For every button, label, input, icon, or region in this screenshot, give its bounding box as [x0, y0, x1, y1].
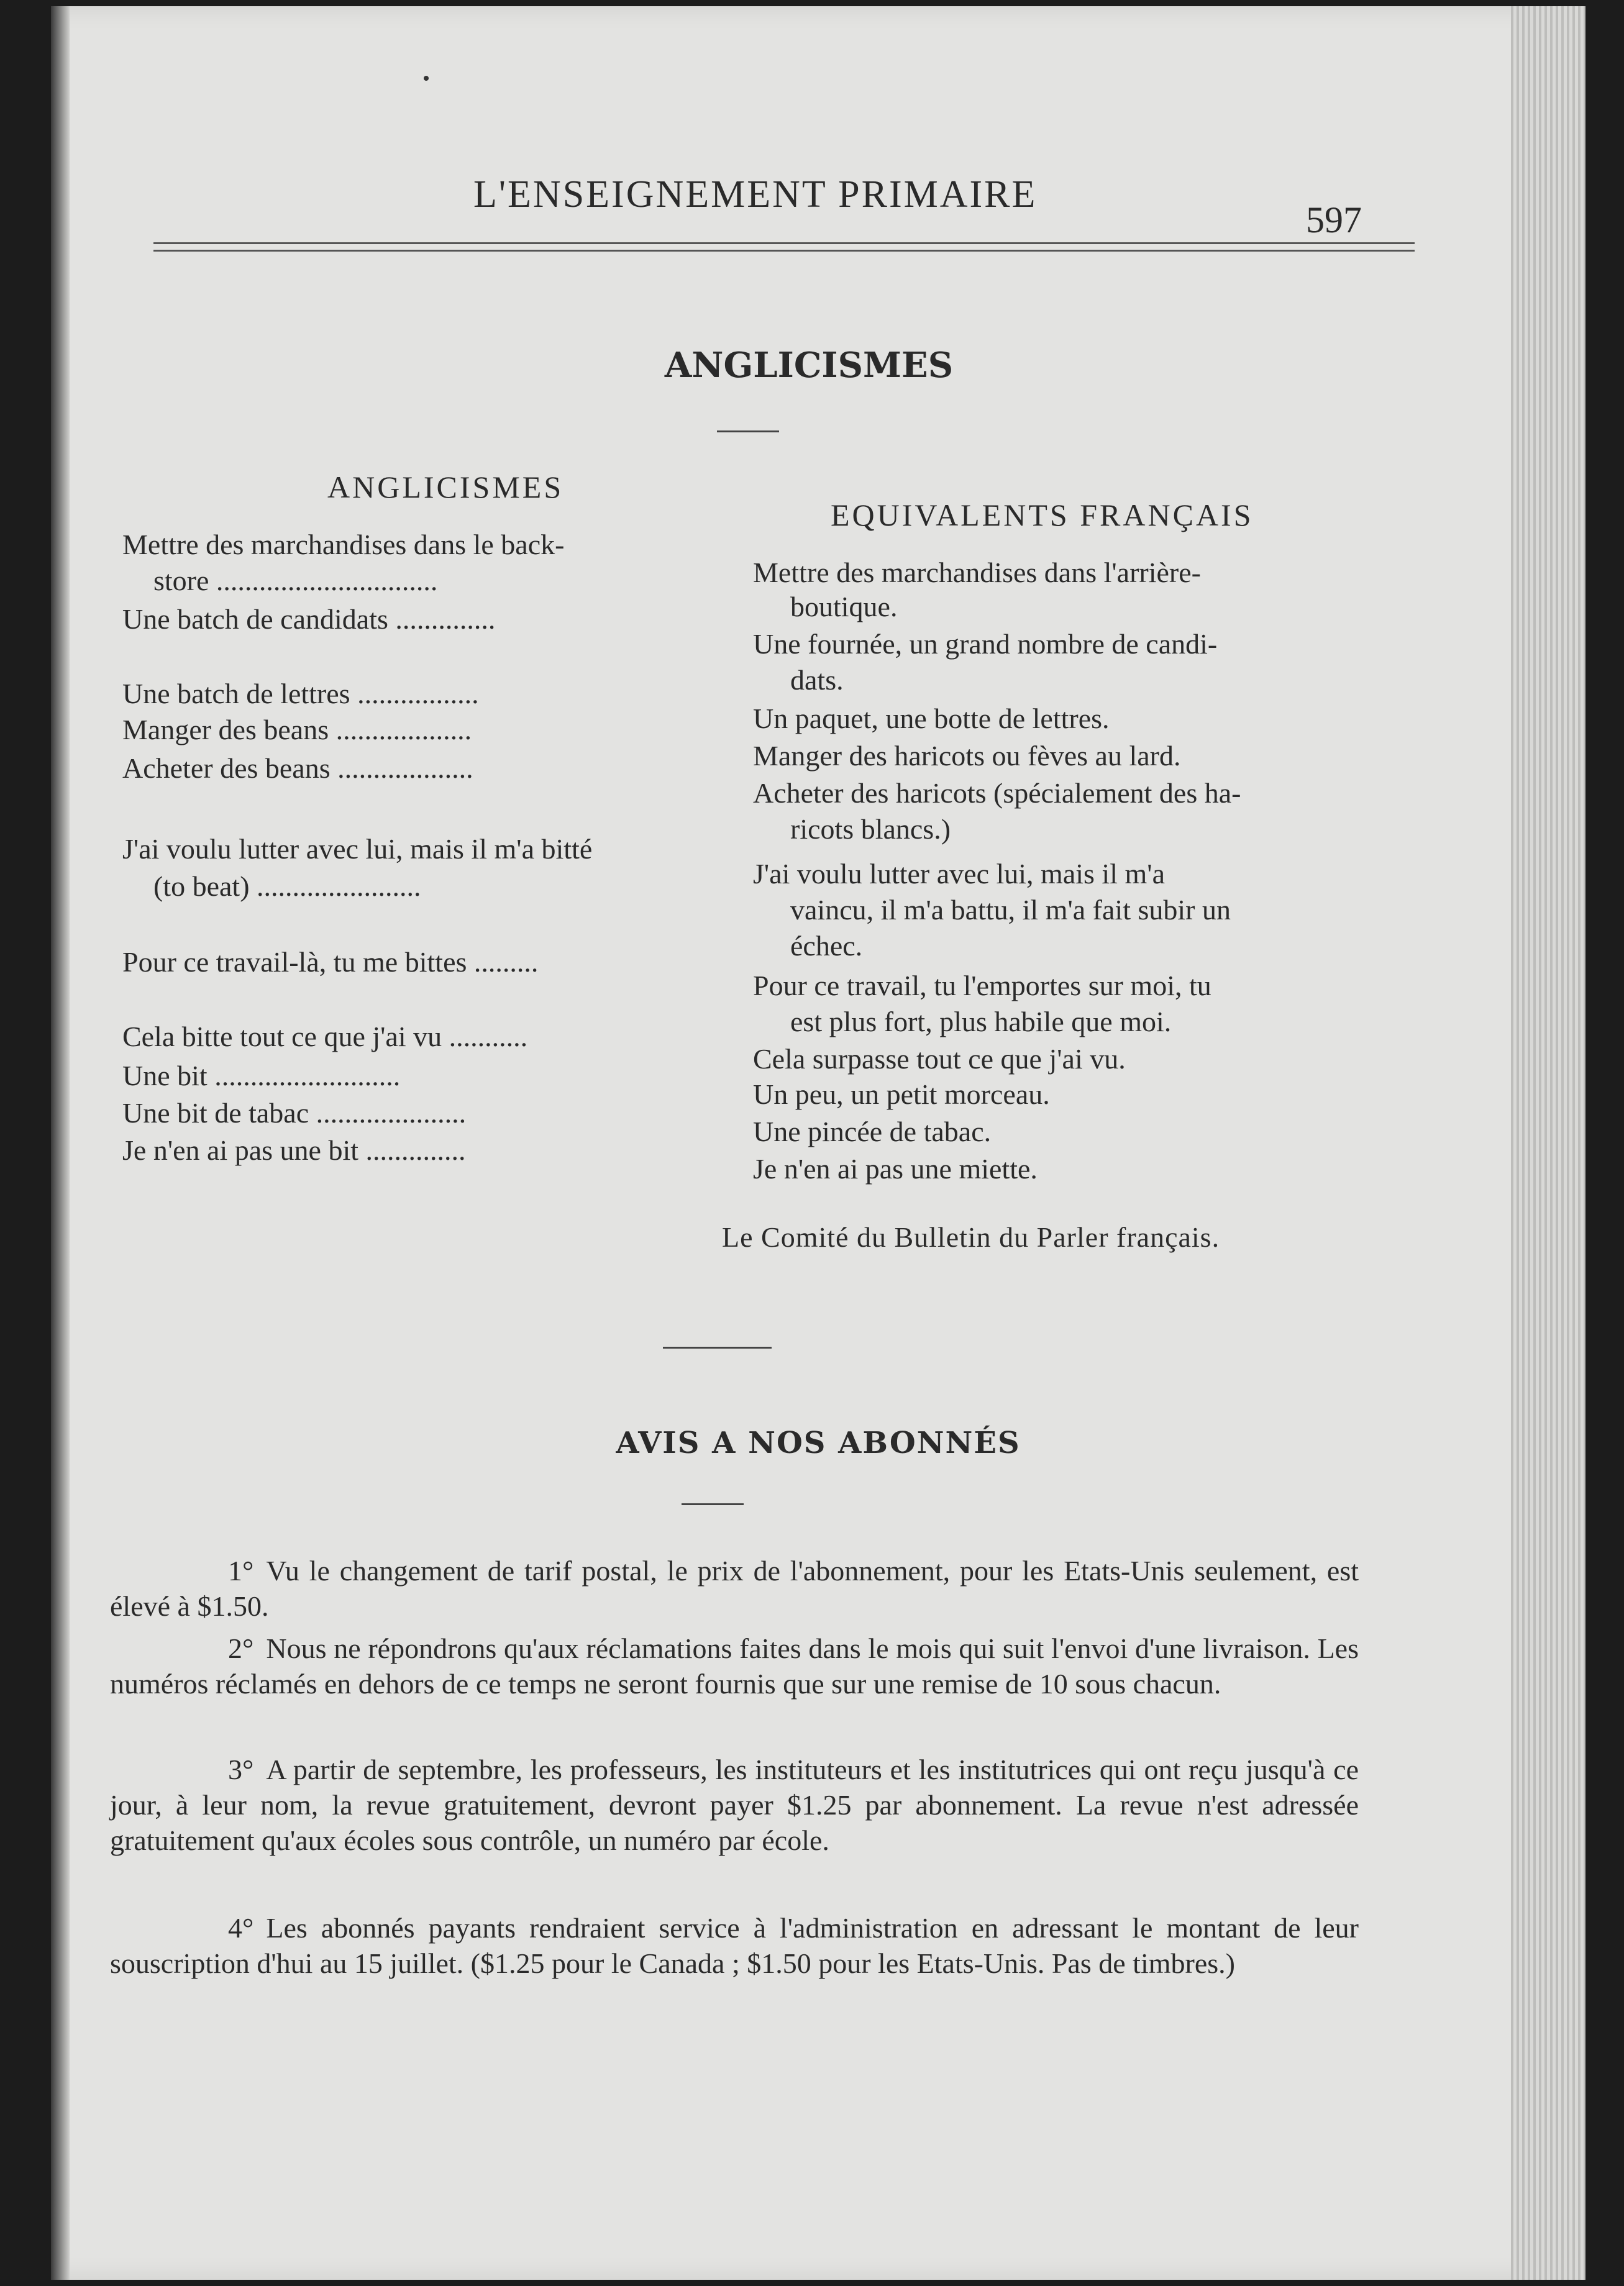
notice-number: 2°: [228, 1633, 254, 1664]
french-equivalent: Cela surpasse tout ce que j'ai vu.: [753, 1043, 1126, 1075]
article-title: ANGLICISMES: [664, 345, 954, 386]
anglicism-entry: Acheter des beans ...................: [122, 752, 473, 784]
anglicism-entry: Une batch de candidats ..............: [122, 603, 496, 635]
page-number: 597: [1306, 199, 1362, 240]
header-rule-bottom: [153, 250, 1415, 252]
french-equivalent: Un peu, un petit morceau.: [753, 1078, 1050, 1110]
french-equivalent: boutique.: [790, 591, 898, 622]
french-equivalent: vaincu, il m'a battu, il m'a fait subir un: [790, 894, 1231, 926]
notice-item: [110, 1631, 1359, 1701]
notice-title: AVIS A NOS ABONNÉS: [616, 1426, 1021, 1460]
french-equivalent: dats.: [790, 664, 844, 696]
ink-speck: [424, 76, 429, 81]
anglicism-entry: Manger des beans ...................: [122, 714, 472, 745]
running-header-title: L'ENSEIGNEMENT PRIMAIRE: [473, 173, 1038, 216]
french-equivalent: J'ai voulu lutter avec lui, mais il m'a: [753, 858, 1165, 890]
french-equivalent: ricots blancs.): [790, 813, 951, 845]
notice-text: Nous ne répondrons qu'aux réclamations faites dans le mois qui suit l'envoi d'une livraison. Les numéros réclamés en dehors de ce temps ne seront fournis que sur une remise de 10 sous chacun.: [110, 1633, 1359, 1700]
french-equivalent: est plus fort, plus habile que moi.: [790, 1006, 1172, 1037]
book-page: [51, 6, 1585, 2280]
header-rule-top: [153, 242, 1415, 244]
column-heading-equivalents: EQUIVALENTS FRANÇAIS: [831, 498, 1254, 532]
anglicism-entry: Pour ce travail-là, tu me bittes .........: [122, 946, 539, 978]
french-equivalent: Un paquet, une botte de lettres.: [753, 703, 1110, 734]
notice-item: [110, 1553, 1359, 1624]
section-separator: [663, 1347, 772, 1349]
notice-number: 1°: [228, 1555, 254, 1587]
notice-text: Les abonnés payants rendraient service à l'administration en adressant le montant de leur souscription d'hui au 15 juillet. ($1.25 pour le Canada ; $1.50 pour les Etats-Unis. Pas de timbres.): [110, 1912, 1359, 1979]
anglicism-entry: Cela bitte tout ce que j'ai vu ...........: [122, 1021, 528, 1052]
notice-item: [110, 1910, 1359, 1981]
title-separator: [717, 430, 779, 432]
anglicism-entry: (to beat) .......................: [153, 870, 421, 902]
french-equivalent: échec.: [790, 930, 863, 962]
french-equivalent: Manger des haricots ou fèves au lard.: [753, 740, 1181, 772]
notice-text: Vu le changement de tarif postal, le prix de l'abonnement, pour les Etats-Unis seulement, est élevé à $1.50.: [110, 1555, 1359, 1622]
anglicism-entry: Je n'en ai pas une bit ..............: [122, 1134, 466, 1166]
column-heading-anglicismes: ANGLICISMES: [327, 470, 564, 504]
notice-item: [110, 1752, 1359, 1858]
anglicism-entry: Mettre des marchandises dans le back-: [122, 529, 565, 560]
anglicism-entry: J'ai voulu lutter avec lui, mais il m'a bitté: [122, 833, 593, 865]
french-equivalent: Mettre des marchandises dans l'arrière-: [753, 557, 1201, 588]
french-equivalent: Une pincée de tabac.: [753, 1116, 992, 1147]
article-signature: Le Comité du Bulletin du Parler français.: [722, 1221, 1220, 1253]
notice-text: A partir de septembre, les professeurs, les instituteurs et les institutrices qui ont reçu jusqu'à ce jour, à leur nom, la revue gratuitement, devront payer $1.25 par abonnement. La revue n'est adressée gratuitement qu'aux écoles sous contrôle, un numéro par école.: [110, 1754, 1359, 1856]
anglicism-entry: store ...............................: [153, 565, 438, 596]
notice-number: 3°: [228, 1754, 254, 1785]
notice-number: 4°: [228, 1912, 254, 1944]
french-equivalent: Acheter des haricots (spécialement des ha-: [753, 777, 1241, 809]
french-equivalent: Pour ce travail, tu l'emportes sur moi, tu: [753, 970, 1211, 1001]
french-equivalent: Je n'en ai pas une miette.: [753, 1153, 1038, 1185]
anglicism-entry: Une bit de tabac .....................: [122, 1097, 467, 1129]
anglicism-entry: Une batch de lettres .................: [122, 678, 479, 709]
french-equivalent: Une fournée, un grand nombre de candi-: [753, 628, 1218, 660]
notice-title-separator: [682, 1503, 744, 1505]
anglicism-entry: Une bit ..........................: [122, 1060, 401, 1091]
